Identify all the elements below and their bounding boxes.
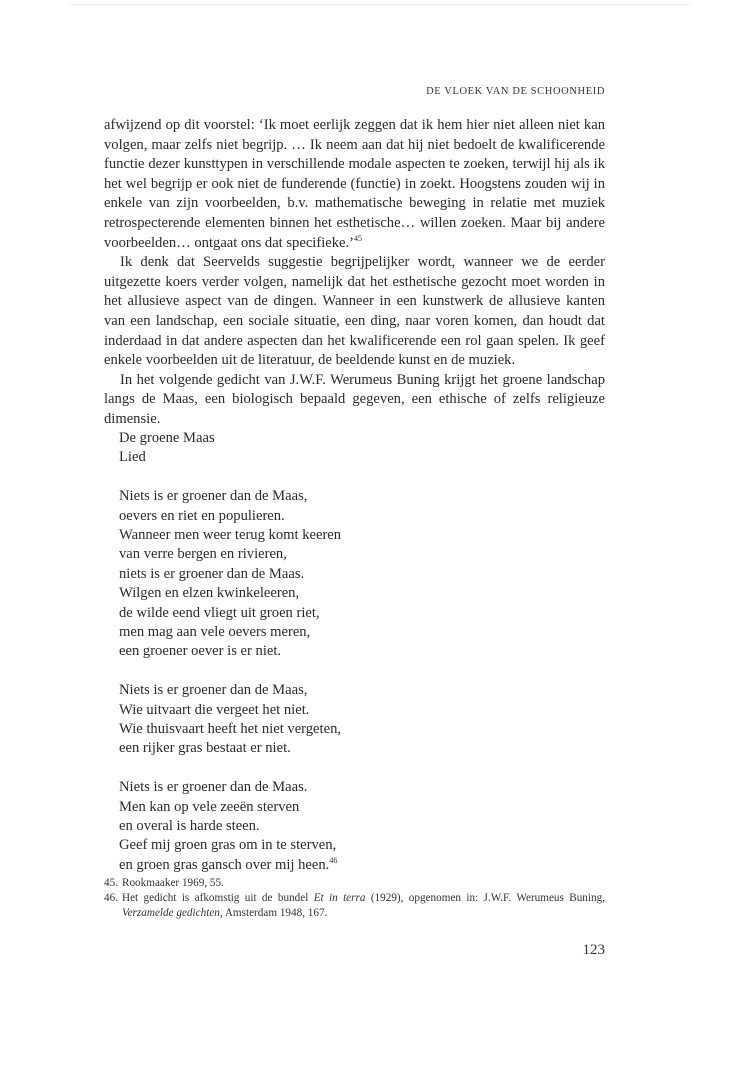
poem-line: niets is er groener dan de Maas. [119, 565, 305, 582]
poem-line: Niets is er groener dan de Maas, [119, 488, 308, 505]
running-head: DE VLOEK VAN DE SCHOONHEID [426, 86, 605, 97]
footnote-number: 46. [104, 892, 118, 904]
body-text [104, 116, 605, 430]
poem-line: een rijker gras bestaat er niet. [119, 740, 291, 757]
poem [119, 429, 519, 875]
footnote-text: Rookmaaker 1969, 55. [122, 877, 224, 889]
footnote-text: Het gedicht is afkomstig uit de bundel Et in terra (1929), opgenomen in: J.W.F. Werumeus Buning, Verzamelde gedichten, Amsterdam 1948, 167. [122, 892, 605, 919]
poem-line: en overal is harde steen. [119, 818, 260, 835]
poem-line: Wilgen en elzen kwinkeleeren, [119, 585, 300, 602]
poem-line: Niets is er groener dan de Maas, [119, 682, 308, 699]
poem-line: men mag aan vele oevers meren, [119, 624, 311, 641]
footnote-46 [104, 891, 605, 921]
paragraph-3: In het volgende gedicht van J.W.F. Werumeus Buning krijgt het groene landschap langs de Maas, een biologisch bepaald gegeven, een ethische of zelfs religieuze dimensie. [104, 371, 605, 427]
poem-line: een groener oever is er niet. [119, 643, 282, 660]
poem-line: en groen gras gansch over mij heen.$^{46}$ [119, 855, 338, 873]
footnote-number: 45. [104, 877, 118, 889]
poem-line: de wilde eend vliegt uit groen riet, [119, 604, 320, 621]
poem-subtitle: Lied [119, 449, 146, 466]
poem-line: Niets is er groener dan de Maas. [119, 779, 308, 796]
page-number: 123 [582, 942, 605, 958]
footnote-ref-46[interactable]: 46 [329, 855, 338, 865]
footnote-45 [104, 876, 605, 891]
poem-line: Wie uitvaart die vergeet het niet. [119, 701, 310, 718]
paragraph-2: Ik denk dat Seervelds suggestie begrijpelijker wordt, wanneer we de eerder uitgezette koers verder volgen, namelijk dat het esthetische gezocht moet worden in het allusieve aspect van de dingen. Wanneer in een kunstwerk de allusieve kanten van een landschap, een sociale situatie, een ding, naar voren komen, dan houdt dat inderdaad in dat andere aspecten dan het kwalificerende een rol gaan spelen. Ik geef enkele voorbeelden uit de literatuur, de beeldende kunst en de muziek. [104, 254, 605, 369]
poem-line: Men kan op vele zeeën sterven [119, 798, 300, 815]
poem-line: Geef mij groen gras om in te sterven, [119, 837, 337, 854]
footnote-ref-45[interactable]: 45 [354, 233, 363, 243]
paragraph-1: afwijzend op dit voorstel: ‘Ik moet eerlijk zeggen dat ik hem hier niet alleen niet kan volgen, maar zelfs niet begrijp. … Ik neem aan dat hij niet bedoelt de kwalificerende functie dezer kunsttypen in verschillende modale aspecten te zoeken, terwijl hij als ik het wel begrijp er ook niet de funderende (functie) in zoekt. Hoogstens zouden wij in enkele van zijn voorbeelden, b.v. mathematische beweging in relatie met muziek retrospecterende elementen binnen het esthetische… willen zoeken. Maar bij andere voorbeelden… ontgaat ons dat specifieke.’$^{45}$ [104, 117, 605, 251]
footnotes [104, 876, 605, 921]
poem-line: oevers en riet en populieren. [119, 507, 285, 524]
poem-line: Wanneer men weer terug komt keeren [119, 527, 342, 544]
poem-line: Wie thuisvaart heeft het niet vergeten, [119, 721, 342, 738]
poem-line: van verre bergen en rivieren, [119, 546, 287, 563]
poem-title: De groene Maas [119, 430, 215, 446]
scan-edge-line [70, 4, 690, 5]
